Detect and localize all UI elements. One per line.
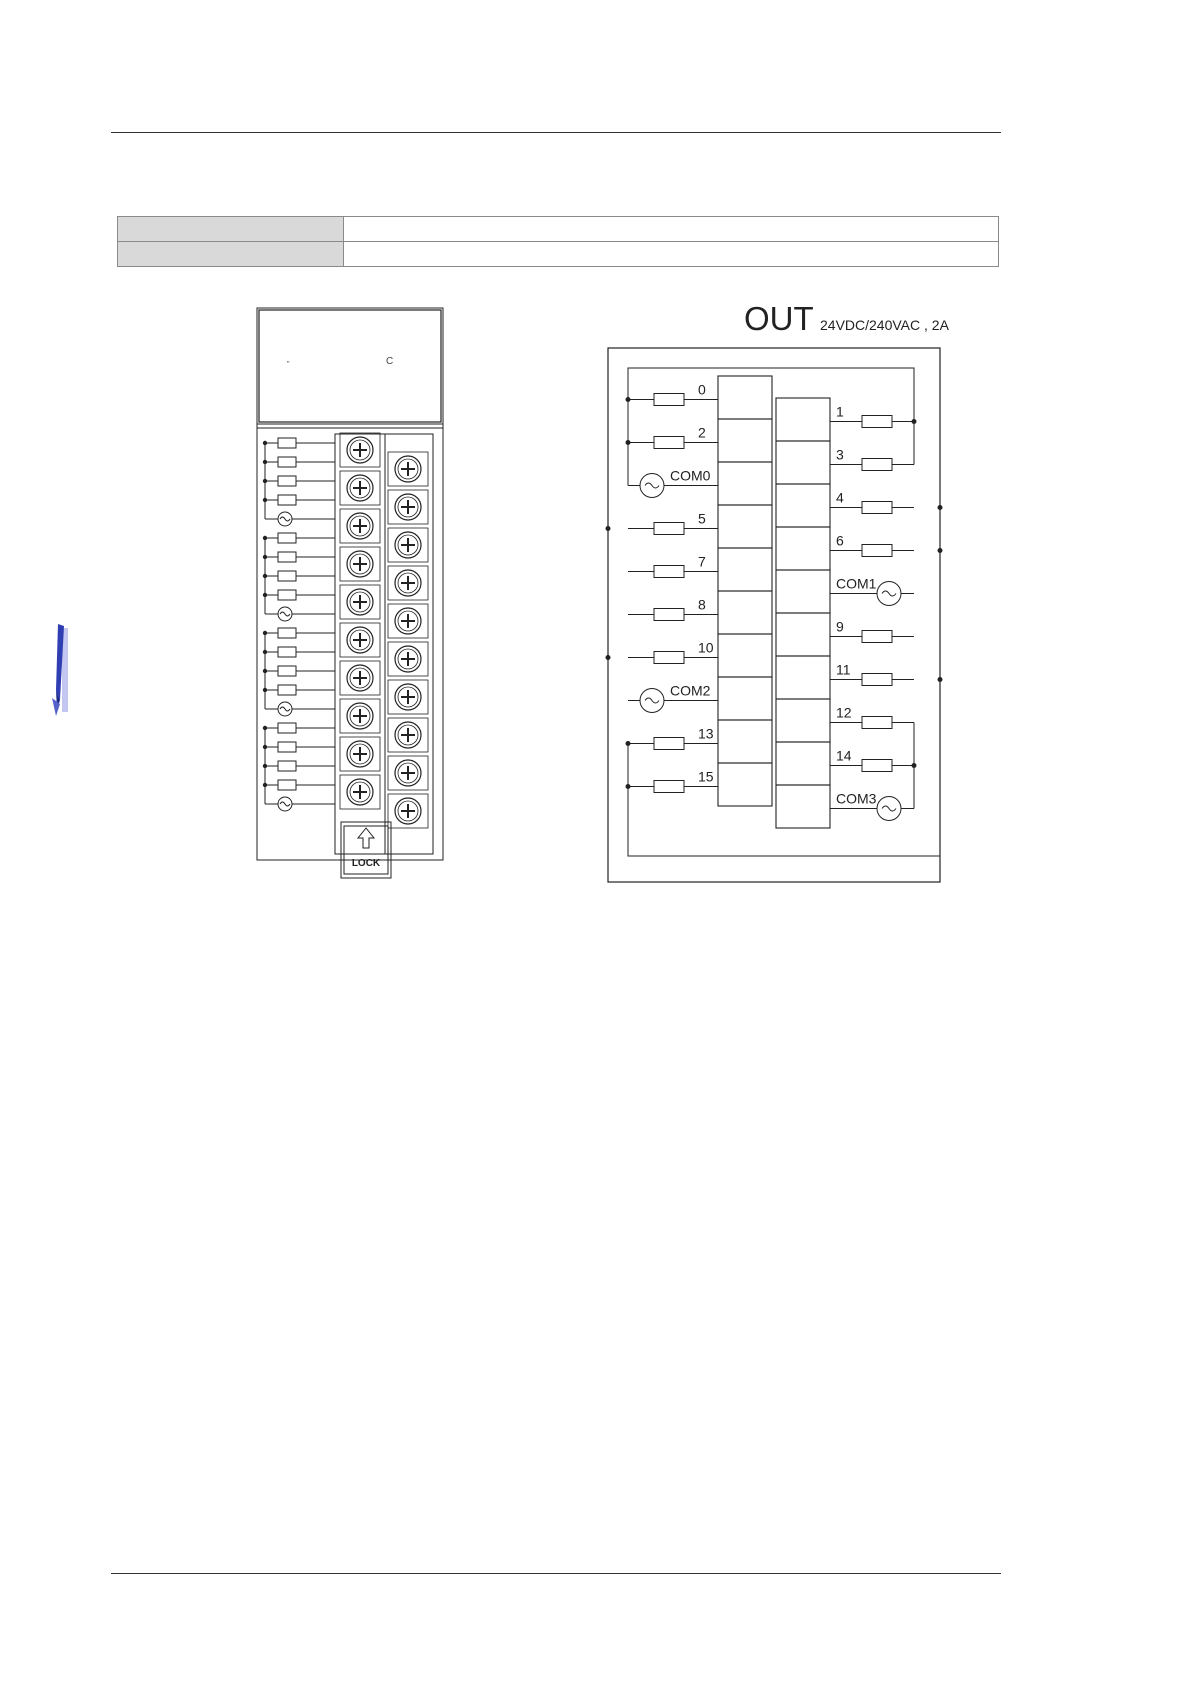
spec-row — [118, 242, 999, 267]
terminal-cell — [776, 656, 830, 699]
terminal-label: 0 — [698, 381, 706, 398]
terminal-cell — [718, 505, 772, 548]
load-resistor — [862, 717, 892, 729]
load-resistor — [654, 781, 684, 793]
module-load-resistor — [278, 742, 296, 752]
load-resistor — [862, 502, 892, 514]
terminal-cell — [718, 720, 772, 763]
load-resistor — [862, 545, 892, 557]
terminal-label: 6 — [836, 532, 844, 549]
terminal-cell — [718, 419, 772, 462]
module-load-resistor — [278, 495, 296, 505]
terminal-cell — [718, 462, 772, 505]
wiring-rating: 24VDC/240VAC , 2A — [820, 317, 949, 333]
module-load-resistor — [278, 685, 296, 695]
load-resistor — [654, 566, 684, 578]
load-resistor — [654, 437, 684, 449]
module-load-resistor — [278, 571, 296, 581]
load-resistor — [862, 416, 892, 428]
module-load-resistor — [278, 780, 296, 790]
lock-tab — [341, 822, 391, 878]
terminal-cell — [776, 570, 830, 613]
module-top-glyph-b: C — [386, 356, 394, 367]
terminal-cell — [776, 527, 830, 570]
terminal-cell — [776, 398, 830, 441]
module-load-resistor — [278, 590, 296, 600]
load-resistor — [654, 523, 684, 535]
footer-rule — [111, 1573, 1001, 1574]
module-load-resistor — [278, 666, 296, 676]
spec-row-label — [118, 217, 344, 242]
terminal-label: 10 — [698, 639, 714, 656]
module-body — [257, 308, 443, 860]
load-resistor — [654, 394, 684, 406]
terminal-label: 2 — [698, 424, 706, 441]
terminal-label: 9 — [836, 618, 844, 635]
terminal-label: 4 — [836, 489, 844, 506]
terminal-cell — [776, 785, 830, 828]
terminal-label: COM3 — [836, 790, 877, 807]
load-resistor — [654, 609, 684, 621]
spec-table — [117, 216, 999, 267]
terminal-label: 14 — [836, 747, 852, 764]
module-load-resistor — [278, 552, 296, 562]
terminal-label: 7 — [698, 553, 706, 570]
wiring-title: OUT — [744, 300, 814, 337]
module-load-resistor — [278, 647, 296, 657]
terminal-cell — [776, 613, 830, 656]
module-load-resistor — [278, 476, 296, 486]
terminal-label: 13 — [698, 725, 714, 742]
terminal-label: 5 — [698, 510, 706, 527]
load-resistor — [862, 631, 892, 643]
terminal-cell — [776, 742, 830, 785]
terminal-label: 8 — [698, 596, 706, 613]
load-resistor — [654, 738, 684, 750]
spec-row — [118, 217, 999, 242]
pen-marker-icon — [48, 620, 78, 720]
load-resistor — [862, 760, 892, 772]
load-resistor — [654, 652, 684, 664]
load-resistor — [862, 459, 892, 471]
spec-row-value — [344, 242, 999, 267]
module-load-resistor — [278, 761, 296, 771]
terminal-cell — [776, 441, 830, 484]
module-load-resistor — [278, 457, 296, 467]
module-load-resistor — [278, 533, 296, 543]
load-resistor — [862, 674, 892, 686]
module-front-view — [240, 300, 460, 890]
terminal-cell — [718, 591, 772, 634]
terminal-cell — [718, 376, 772, 419]
spec-row-value — [344, 217, 999, 242]
terminal-cell — [776, 484, 830, 527]
wiring-diagram — [596, 296, 996, 886]
terminal-cell — [718, 548, 772, 591]
lock-arrow-icon — [358, 828, 374, 848]
terminal-cell — [718, 677, 772, 720]
terminal-cell — [718, 634, 772, 677]
spec-row-label — [118, 242, 344, 267]
terminal-cell — [718, 763, 772, 806]
terminal-label: 3 — [836, 446, 844, 463]
terminal-label: 11 — [836, 661, 851, 678]
terminal-label: COM2 — [670, 682, 711, 699]
lock-label: LOCK — [351, 858, 381, 869]
terminal-label: COM0 — [670, 467, 711, 484]
module-top-glyph-a: " — [287, 361, 290, 368]
module-load-resistor — [278, 628, 296, 638]
header-rule — [111, 132, 1001, 133]
terminal-label: 1 — [836, 403, 844, 420]
terminal-label: COM1 — [836, 575, 877, 592]
terminal-cell — [776, 699, 830, 742]
module-load-resistor — [278, 723, 296, 733]
module-load-resistor — [278, 438, 296, 448]
terminal-label: 15 — [698, 768, 714, 785]
terminal-label: 12 — [836, 704, 852, 721]
